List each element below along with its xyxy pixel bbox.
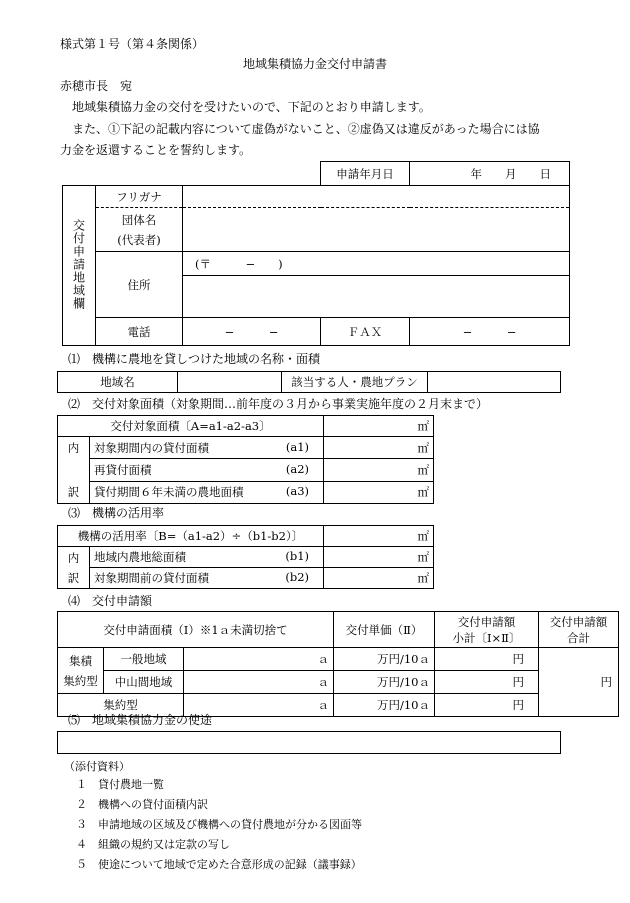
furigana-label: フリガナ bbox=[96, 186, 183, 208]
usage-table bbox=[57, 731, 561, 754]
breakdown-value-field[interactable]: ㎡ bbox=[324, 481, 434, 503]
application-date-field[interactable]: 年 月 日 bbox=[410, 162, 570, 186]
subtotal-header: 交付申請額 小計〔Ⅰ×Ⅱ〕 bbox=[435, 612, 539, 648]
tel-label: 電話 bbox=[96, 318, 183, 346]
attachment-item: ２ 機構への貸付面積内訳 bbox=[76, 798, 208, 811]
section-1-heading: ⑴ 機構に農地を貸しつけた地域の名称・面積 bbox=[68, 352, 321, 366]
total-header: 交付申請額 合計 bbox=[539, 612, 619, 648]
application-date-table bbox=[320, 161, 570, 186]
utilization-side-label: 内 訳 bbox=[58, 547, 90, 589]
grant-area-field[interactable]: ａ bbox=[184, 694, 334, 717]
utilization-value-field[interactable]: ㎡ bbox=[324, 568, 434, 589]
section-4-heading: ⑷ 交付申請額 bbox=[68, 594, 153, 608]
utilization-total-field[interactable]: ㎡ bbox=[324, 526, 434, 547]
organization-label: 団体名 (代表者) bbox=[96, 208, 183, 252]
utilization-total-label: 機構の活用率〔B=（a1-a2）÷（b1-b2）〕 bbox=[58, 526, 324, 547]
breakdown-side-label: 内 訳 bbox=[58, 437, 90, 504]
attachment-item: ４ 組織の規約又は定款の写し bbox=[76, 838, 230, 851]
attachment-item: ３ 申請地域の区域及び機構への貸付農地が分かる図面等 bbox=[76, 818, 362, 831]
furigana-field[interactable] bbox=[183, 186, 570, 208]
target-area-table bbox=[57, 415, 434, 504]
price-header: 交付単価（Ⅱ） bbox=[334, 612, 435, 648]
grant-row-label: 一般地域 bbox=[104, 648, 184, 671]
section-5-heading: ⑸ 地域集積協力金の使途 bbox=[68, 713, 213, 727]
grant-row-label: 集約型 bbox=[58, 694, 184, 717]
target-area-total-label: 交付対象面積〔A=a1-a2-a3〕 bbox=[58, 416, 324, 437]
fax-field[interactable]: − − bbox=[410, 318, 570, 346]
tel-field[interactable]: − − bbox=[183, 318, 321, 346]
plan-label: 該当する人・農地プラン bbox=[282, 372, 428, 393]
intro-line-1: 地域集積協力金の交付を受けたいので、下記のとおり申請します。 bbox=[72, 100, 431, 114]
utilization-row: 対象期間前の貸付面積 (b2) bbox=[90, 568, 324, 589]
grant-subtotal-field[interactable]: 円 bbox=[435, 694, 539, 717]
addressee: 赤穂市長 宛 bbox=[60, 79, 133, 93]
breakdown-value-field[interactable]: ㎡ bbox=[324, 459, 434, 481]
section-3-heading: ⑶ 機構の活用率 bbox=[68, 506, 165, 520]
plan-field[interactable] bbox=[428, 372, 561, 393]
grant-subtotal-field[interactable]: 円 bbox=[435, 648, 539, 671]
area-header: 交付申請面積（Ⅰ）※1ａ未満切捨て bbox=[58, 612, 334, 648]
grant-price-field[interactable]: 万円/10ａ bbox=[334, 648, 435, 671]
grant-amount-table bbox=[57, 611, 619, 717]
address-label: 住所 bbox=[96, 252, 183, 318]
attachments-heading: （添付資料） bbox=[64, 760, 130, 773]
grant-subtotal-field[interactable]: 円 bbox=[435, 671, 539, 694]
grant-area-field[interactable]: ａ bbox=[184, 671, 334, 694]
address-field[interactable] bbox=[183, 276, 570, 318]
grant-area-field[interactable]: ａ bbox=[184, 648, 334, 671]
target-area-total-field[interactable]: ㎡ bbox=[324, 416, 434, 437]
applicant-table bbox=[62, 185, 570, 346]
utilization-table bbox=[57, 525, 434, 589]
grant-row-label: 中山間地域 bbox=[104, 671, 184, 694]
fax-label: ＦＡＸ bbox=[321, 318, 410, 346]
breakdown-row: 貸付期間６年未満の農地面積 (a3) bbox=[90, 481, 324, 503]
applicant-side-label: 交付申請地域欄 bbox=[63, 186, 96, 346]
region-table bbox=[57, 371, 561, 393]
application-date-label: 申請年月日 bbox=[321, 162, 410, 186]
breakdown-row: 再貸付面積 (a2) bbox=[90, 459, 324, 481]
grant-price-field[interactable]: 万円/10ａ bbox=[334, 671, 435, 694]
breakdown-row: 対象期間内の貸付面積 (a1) bbox=[90, 437, 324, 459]
grant-total-field[interactable]: 円 bbox=[539, 648, 619, 717]
attachment-item: ５ 使途について地域で定めた合意形成の記録（議事録） bbox=[76, 858, 362, 871]
postal-code-field[interactable]: (〒 − ) bbox=[183, 252, 570, 276]
area-name-field[interactable] bbox=[178, 372, 282, 393]
usage-field[interactable] bbox=[58, 732, 561, 754]
intro-line-2: また、①下記の記載内容について虚偽がないこと、②虚偽又は違反があった場合には協 bbox=[72, 122, 540, 136]
organization-field[interactable] bbox=[183, 208, 570, 252]
document-title: 地域集積協力金交付申請書 bbox=[242, 57, 387, 71]
area-name-label: 地域名 bbox=[58, 372, 178, 393]
attachment-item: １ 貸付農地一覧 bbox=[76, 778, 164, 791]
breakdown-value-field[interactable]: ㎡ bbox=[324, 437, 434, 459]
grant-price-field[interactable]: 万円/10ａ bbox=[334, 694, 435, 717]
form-number: 様式第１号（第４条関係） bbox=[60, 37, 205, 51]
group-label: 集積 集約型 bbox=[58, 648, 104, 694]
section-2-heading: ⑵ 交付対象面積（対象期間…前年度の３月から事業実施年度の２月末まで） bbox=[68, 397, 489, 411]
intro-line-3: 力金を返還することを誓約します。 bbox=[60, 143, 252, 157]
utilization-value-field[interactable]: ㎡ bbox=[324, 547, 434, 568]
utilization-row: 地域内農地総面積 (b1) bbox=[90, 547, 324, 568]
